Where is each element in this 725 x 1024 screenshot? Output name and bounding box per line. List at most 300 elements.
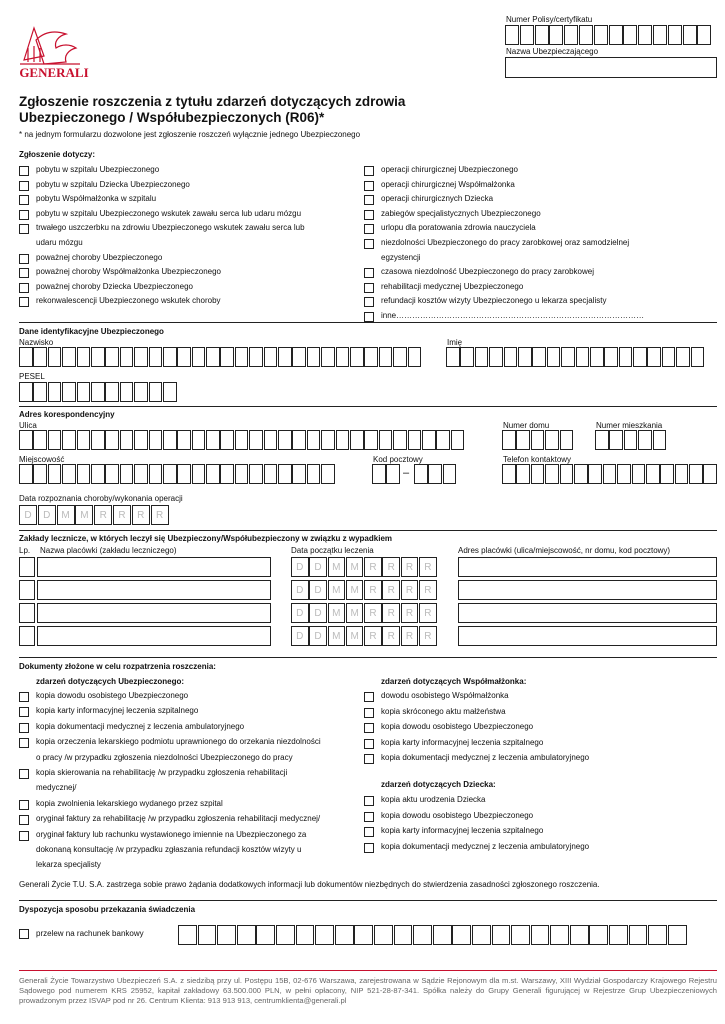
char-box[interactable]	[354, 925, 373, 945]
char-box[interactable]	[662, 347, 676, 367]
char-box[interactable]	[446, 347, 460, 367]
char-box[interactable]	[609, 430, 623, 450]
char-box[interactable]	[120, 382, 134, 402]
char-box[interactable]	[264, 464, 278, 484]
char-box[interactable]	[394, 925, 413, 945]
char-box[interactable]: M	[75, 505, 93, 525]
option-checkbox[interactable]	[364, 224, 374, 234]
char-box[interactable]	[531, 925, 550, 945]
char-box[interactable]	[62, 382, 76, 402]
option-checkbox[interactable]	[364, 210, 374, 220]
insured-name-field[interactable]	[505, 57, 717, 78]
char-box[interactable]	[163, 464, 177, 484]
char-box[interactable]	[393, 347, 407, 367]
char-box[interactable]	[163, 382, 177, 402]
char-box[interactable]	[278, 464, 292, 484]
char-box[interactable]	[545, 464, 559, 484]
char-box[interactable]	[646, 464, 660, 484]
option-checkbox[interactable]	[19, 283, 29, 293]
option-checkbox[interactable]	[19, 800, 29, 810]
payout-heading: Dyspozycja sposobu przekazania świadczenia	[19, 905, 196, 914]
facility-address-field[interactable]	[458, 557, 717, 577]
option-checkbox[interactable]	[19, 815, 29, 825]
char-box[interactable]	[547, 347, 561, 367]
facility-lp-field[interactable]	[19, 580, 35, 600]
option-checkbox[interactable]	[364, 297, 374, 307]
char-box[interactable]	[638, 430, 652, 450]
char-box[interactable]: R	[364, 557, 382, 577]
char-box[interactable]	[691, 347, 705, 367]
char-box[interactable]: D	[291, 626, 309, 646]
first-name-boxes[interactable]	[446, 347, 705, 367]
char-box[interactable]: R	[419, 557, 437, 577]
char-box[interactable]: D	[291, 557, 309, 577]
option-checkbox[interactable]	[19, 723, 29, 733]
char-box[interactable]	[364, 430, 378, 450]
char-box[interactable]	[697, 25, 711, 45]
facility-name-field[interactable]	[37, 580, 271, 600]
char-box[interactable]	[414, 464, 428, 484]
char-box[interactable]	[516, 464, 530, 484]
char-box[interactable]: M	[57, 505, 75, 525]
char-box[interactable]	[149, 382, 163, 402]
char-box[interactable]	[33, 347, 47, 367]
char-box[interactable]: M	[346, 626, 364, 646]
char-box[interactable]	[683, 25, 697, 45]
char-box[interactable]	[531, 464, 545, 484]
char-box[interactable]	[19, 347, 33, 367]
option-checkbox[interactable]	[364, 283, 374, 293]
char-box[interactable]	[436, 430, 450, 450]
char-box[interactable]	[19, 464, 33, 484]
bank-account-boxes[interactable]	[178, 925, 687, 945]
street-boxes[interactable]	[19, 430, 465, 450]
char-box[interactable]	[278, 430, 292, 450]
char-box[interactable]	[77, 382, 91, 402]
char-box[interactable]: R	[382, 580, 400, 600]
char-box[interactable]	[237, 925, 256, 945]
char-box[interactable]	[511, 925, 530, 945]
char-box[interactable]	[624, 430, 638, 450]
char-box[interactable]	[492, 925, 511, 945]
option-checkbox[interactable]	[19, 224, 29, 234]
char-box[interactable]	[413, 925, 432, 945]
option-checkbox[interactable]	[364, 827, 374, 837]
char-box[interactable]: R	[151, 505, 169, 525]
option-checkbox[interactable]	[364, 181, 374, 191]
char-box[interactable]	[120, 347, 134, 367]
surname-boxes[interactable]	[19, 347, 422, 367]
char-box[interactable]	[668, 925, 687, 945]
option-label: lekarza specjalisty	[36, 860, 101, 870]
char-box[interactable]: D	[291, 580, 309, 600]
char-box[interactable]	[653, 430, 667, 450]
char-box[interactable]	[564, 25, 578, 45]
house-number-label: Numer domu	[503, 421, 550, 430]
char-box[interactable]	[560, 464, 574, 484]
char-box[interactable]: M	[328, 580, 346, 600]
char-box[interactable]	[91, 464, 105, 484]
char-box[interactable]	[105, 347, 119, 367]
char-box[interactable]	[220, 430, 234, 450]
option-checkbox[interactable]	[19, 707, 29, 717]
char-box[interactable]	[321, 347, 335, 367]
char-box[interactable]: M	[346, 557, 364, 577]
char-box[interactable]	[91, 430, 105, 450]
char-box[interactable]	[422, 430, 436, 450]
char-box[interactable]	[292, 464, 306, 484]
char-box[interactable]	[623, 25, 637, 45]
char-box[interactable]	[217, 925, 236, 945]
char-box[interactable]	[33, 382, 47, 402]
char-box[interactable]	[570, 925, 589, 945]
char-box[interactable]	[149, 430, 163, 450]
char-box[interactable]	[105, 430, 119, 450]
postcode-boxes-a[interactable]	[372, 464, 401, 484]
facility-start-date-boxes[interactable]	[291, 603, 437, 623]
bank-transfer-checkbox[interactable]	[19, 929, 29, 939]
char-box[interactable]	[48, 430, 62, 450]
documents-child-heading: zdarzeń dotyczących Dziecka:	[381, 780, 496, 789]
char-box[interactable]	[386, 464, 400, 484]
char-box[interactable]	[372, 464, 386, 484]
facility-address-field[interactable]	[458, 626, 717, 646]
char-box[interactable]	[91, 382, 105, 402]
char-box[interactable]	[504, 347, 518, 367]
char-box[interactable]: R	[401, 557, 419, 577]
char-box[interactable]	[379, 430, 393, 450]
char-box[interactable]	[604, 347, 618, 367]
char-box[interactable]	[120, 464, 134, 484]
char-box[interactable]	[177, 430, 191, 450]
option-checkbox[interactable]	[19, 210, 29, 220]
char-box[interactable]	[19, 382, 33, 402]
facility-start-date-boxes[interactable]	[291, 580, 437, 600]
option-checkbox[interactable]	[364, 166, 374, 176]
char-box[interactable]	[149, 347, 163, 367]
char-box[interactable]	[178, 925, 197, 945]
option-checkbox[interactable]	[19, 831, 29, 841]
option-checkbox[interactable]	[364, 812, 374, 822]
char-box[interactable]: R	[364, 580, 382, 600]
char-box[interactable]	[393, 430, 407, 450]
char-box[interactable]	[91, 347, 105, 367]
char-box[interactable]	[321, 464, 335, 484]
char-box[interactable]: D	[309, 626, 327, 646]
option-label: kopia dowodu osobistego Ubezpieczonego	[381, 810, 534, 820]
char-box[interactable]	[177, 464, 191, 484]
char-box[interactable]	[307, 347, 321, 367]
char-box[interactable]	[192, 347, 206, 367]
char-box[interactable]	[609, 25, 623, 45]
option-checkbox[interactable]	[364, 312, 374, 322]
char-box[interactable]: M	[328, 557, 346, 577]
char-box[interactable]	[660, 464, 674, 484]
char-box[interactable]	[475, 347, 489, 367]
char-box[interactable]	[192, 464, 206, 484]
char-box[interactable]	[120, 430, 134, 450]
char-box[interactable]	[428, 464, 442, 484]
option-checkbox[interactable]	[19, 692, 29, 702]
facility-start-date-boxes[interactable]	[291, 557, 437, 577]
char-box[interactable]	[105, 464, 119, 484]
char-box[interactable]	[451, 430, 465, 450]
option-checkbox[interactable]	[19, 166, 29, 176]
char-box[interactable]	[594, 25, 608, 45]
char-box[interactable]	[703, 464, 717, 484]
char-box[interactable]	[206, 430, 220, 450]
char-box[interactable]: R	[401, 580, 419, 600]
char-box[interactable]	[489, 347, 503, 367]
char-box[interactable]	[647, 347, 661, 367]
option-checkbox[interactable]	[364, 796, 374, 806]
char-box[interactable]	[33, 464, 47, 484]
char-box[interactable]	[550, 925, 569, 945]
char-box[interactable]	[235, 464, 249, 484]
char-box[interactable]	[516, 430, 530, 450]
policy-number-boxes[interactable]	[505, 25, 712, 45]
char-box[interactable]: R	[419, 626, 437, 646]
char-box[interactable]	[134, 430, 148, 450]
option-checkbox[interactable]	[19, 195, 29, 205]
option-checkbox[interactable]	[364, 708, 374, 718]
phone-boxes[interactable]	[502, 464, 718, 484]
char-box[interactable]: R	[364, 626, 382, 646]
char-box[interactable]	[603, 464, 617, 484]
char-box[interactable]	[264, 430, 278, 450]
char-box[interactable]	[235, 430, 249, 450]
char-box[interactable]	[574, 464, 588, 484]
char-box[interactable]	[62, 347, 76, 367]
char-box[interactable]	[134, 464, 148, 484]
char-box[interactable]	[472, 925, 491, 945]
postcode-boxes-b[interactable]	[414, 464, 457, 484]
char-box[interactable]	[292, 430, 306, 450]
char-box[interactable]: D	[38, 505, 56, 525]
char-box[interactable]: R	[401, 603, 419, 623]
pesel-boxes[interactable]	[19, 382, 177, 402]
char-box[interactable]	[276, 925, 295, 945]
char-box[interactable]	[206, 347, 220, 367]
char-box[interactable]: R	[382, 603, 400, 623]
char-box[interactable]	[531, 430, 545, 450]
option-checkbox[interactable]	[364, 843, 374, 853]
char-box[interactable]	[307, 464, 321, 484]
char-box[interactable]	[198, 925, 217, 945]
char-box[interactable]: R	[401, 626, 419, 646]
char-box[interactable]	[408, 347, 422, 367]
option-checkbox[interactable]	[19, 738, 29, 748]
char-box[interactable]	[235, 347, 249, 367]
diagnosis-date-boxes[interactable]	[19, 505, 169, 525]
char-box[interactable]	[336, 430, 350, 450]
facility-address-field[interactable]	[458, 580, 717, 600]
char-box[interactable]	[77, 430, 91, 450]
char-box[interactable]: R	[94, 505, 112, 525]
city-boxes[interactable]	[19, 464, 336, 484]
char-box[interactable]	[518, 347, 532, 367]
char-box[interactable]	[77, 464, 91, 484]
facility-name-field[interactable]	[37, 557, 271, 577]
char-box[interactable]	[502, 464, 516, 484]
option-checkbox[interactable]	[364, 754, 374, 764]
char-box[interactable]	[149, 464, 163, 484]
facility-start-date-boxes[interactable]	[291, 626, 437, 646]
surname-label: Nazwisko	[19, 338, 54, 347]
house-number-boxes[interactable]	[502, 430, 574, 450]
option-checkbox[interactable]	[364, 268, 374, 278]
char-box[interactable]	[220, 464, 234, 484]
char-box[interactable]	[433, 925, 452, 945]
char-box[interactable]	[579, 25, 593, 45]
char-box[interactable]	[589, 925, 608, 945]
char-box[interactable]	[134, 382, 148, 402]
char-box[interactable]	[535, 25, 549, 45]
option-checkbox[interactable]	[19, 268, 29, 278]
char-box[interactable]: D	[309, 580, 327, 600]
char-box[interactable]	[206, 464, 220, 484]
char-box[interactable]	[520, 25, 534, 45]
option-label: inne…………………………………………………………………………………	[381, 311, 645, 320]
char-box[interactable]	[560, 430, 574, 450]
char-box[interactable]: R	[382, 626, 400, 646]
facility-name-field[interactable]	[37, 626, 271, 646]
char-box[interactable]: R	[382, 557, 400, 577]
char-box[interactable]	[177, 347, 191, 367]
char-box[interactable]	[532, 347, 546, 367]
option-checkbox[interactable]	[19, 181, 29, 191]
char-box[interactable]	[561, 347, 575, 367]
char-box[interactable]	[633, 347, 647, 367]
flat-number-boxes[interactable]	[595, 430, 667, 450]
char-box[interactable]	[452, 925, 471, 945]
char-box[interactable]	[364, 347, 378, 367]
char-box[interactable]	[609, 925, 628, 945]
char-box[interactable]	[638, 25, 652, 45]
char-box[interactable]: D	[309, 603, 327, 623]
char-box[interactable]	[350, 347, 364, 367]
facility-address-label: Adres placówki (ulica/miejscowość, nr domu, kod pocztowy)	[458, 546, 671, 555]
char-box[interactable]	[307, 430, 321, 450]
char-box[interactable]	[249, 464, 263, 484]
facility-lp-field[interactable]	[19, 557, 35, 577]
option-checkbox[interactable]	[364, 195, 374, 205]
char-box[interactable]: M	[328, 626, 346, 646]
char-box[interactable]	[292, 347, 306, 367]
facility-name-field[interactable]	[37, 603, 271, 623]
option-label: rekonwalescencji Ubezpieczonego wskutek choroby	[36, 296, 221, 306]
char-box[interactable]	[192, 430, 206, 450]
char-box[interactable]	[336, 347, 350, 367]
char-box[interactable]	[249, 430, 263, 450]
char-box[interactable]: M	[346, 580, 364, 600]
char-box[interactable]	[408, 430, 422, 450]
char-box[interactable]	[296, 925, 315, 945]
char-box[interactable]: D	[19, 505, 37, 525]
char-box[interactable]	[619, 347, 633, 367]
char-box[interactable]: R	[419, 603, 437, 623]
char-box[interactable]	[321, 430, 335, 450]
char-box[interactable]	[617, 464, 631, 484]
char-box[interactable]	[648, 925, 667, 945]
char-box[interactable]	[163, 347, 177, 367]
char-box[interactable]: R	[113, 505, 131, 525]
char-box[interactable]	[653, 25, 667, 45]
option-checkbox[interactable]	[364, 723, 374, 733]
char-box[interactable]	[134, 347, 148, 367]
char-box[interactable]	[335, 925, 354, 945]
char-box[interactable]	[443, 464, 457, 484]
option-checkbox[interactable]	[19, 769, 29, 779]
char-box[interactable]: D	[291, 603, 309, 623]
char-box[interactable]	[278, 347, 292, 367]
option-checkbox[interactable]	[19, 254, 29, 264]
char-box[interactable]	[33, 430, 47, 450]
char-box[interactable]	[48, 382, 62, 402]
documents-spouse-heading: zdarzeń dotyczących Współmałżonka:	[381, 677, 527, 686]
char-box[interactable]	[675, 464, 689, 484]
char-box[interactable]	[668, 25, 682, 45]
facility-address-field[interactable]	[458, 603, 717, 623]
char-box[interactable]	[220, 347, 234, 367]
option-label: rehabilitacji medycznej Ubezpieczonego	[381, 281, 524, 291]
char-box[interactable]	[256, 925, 275, 945]
char-box[interactable]	[676, 347, 690, 367]
char-box[interactable]	[505, 25, 519, 45]
char-box[interactable]	[379, 347, 393, 367]
char-box[interactable]	[19, 430, 33, 450]
char-box[interactable]	[576, 347, 590, 367]
char-box[interactable]	[48, 464, 62, 484]
char-box[interactable]	[48, 347, 62, 367]
char-box[interactable]	[629, 925, 648, 945]
char-box[interactable]	[62, 430, 76, 450]
char-box[interactable]	[77, 347, 91, 367]
char-box[interactable]	[315, 925, 334, 945]
char-box[interactable]	[264, 347, 278, 367]
char-box[interactable]	[249, 347, 263, 367]
char-box[interactable]	[460, 347, 474, 367]
option-checkbox[interactable]	[19, 297, 29, 307]
facility-lp-field[interactable]	[19, 626, 35, 646]
char-box[interactable]	[588, 464, 602, 484]
char-box[interactable]	[689, 464, 703, 484]
generali-logo	[14, 18, 94, 78]
char-box[interactable]: R	[419, 580, 437, 600]
char-box[interactable]	[549, 25, 563, 45]
char-box[interactable]	[590, 347, 604, 367]
char-box[interactable]: M	[346, 603, 364, 623]
char-box[interactable]	[595, 430, 609, 450]
char-box[interactable]: M	[328, 603, 346, 623]
option-checkbox[interactable]	[364, 739, 374, 749]
char-box[interactable]	[502, 430, 516, 450]
char-box[interactable]	[545, 430, 559, 450]
option-checkbox[interactable]	[364, 692, 374, 702]
char-box[interactable]: R	[132, 505, 150, 525]
char-box[interactable]: R	[364, 603, 382, 623]
char-box[interactable]	[374, 925, 393, 945]
char-box[interactable]	[163, 430, 177, 450]
char-box[interactable]: D	[309, 557, 327, 577]
footer-legal: Generali Życie Towarzystwo Ubezpieczeń S.A. z siedzibą przy ul. Postępu 15B, 02-676 Warszawa, zarejestrowana w Sądzie Rejonowym dla m.st. Warszawy, XIII Wydział Gospodarczy Krajowego Rejestru Sądowego pod numerem KRS 25952, kapitał zakładowy 63.500.000 PLN, w pełni opłacony, NIP 521-28-87-341. Spółka należy do Grupy Generali figurującej w Rejestrze Grup Ubezpieczeniowych prowadzonym przez ISVAP pod nr 26. Centrum Klienta: 913 913 913, centrumklienta@generali.pl	[19, 976, 717, 1005]
char-box[interactable]	[350, 430, 364, 450]
char-box[interactable]	[62, 464, 76, 484]
facility-lp-field[interactable]	[19, 603, 35, 623]
char-box[interactable]	[632, 464, 646, 484]
char-box[interactable]	[105, 382, 119, 402]
option-checkbox[interactable]	[364, 239, 374, 249]
